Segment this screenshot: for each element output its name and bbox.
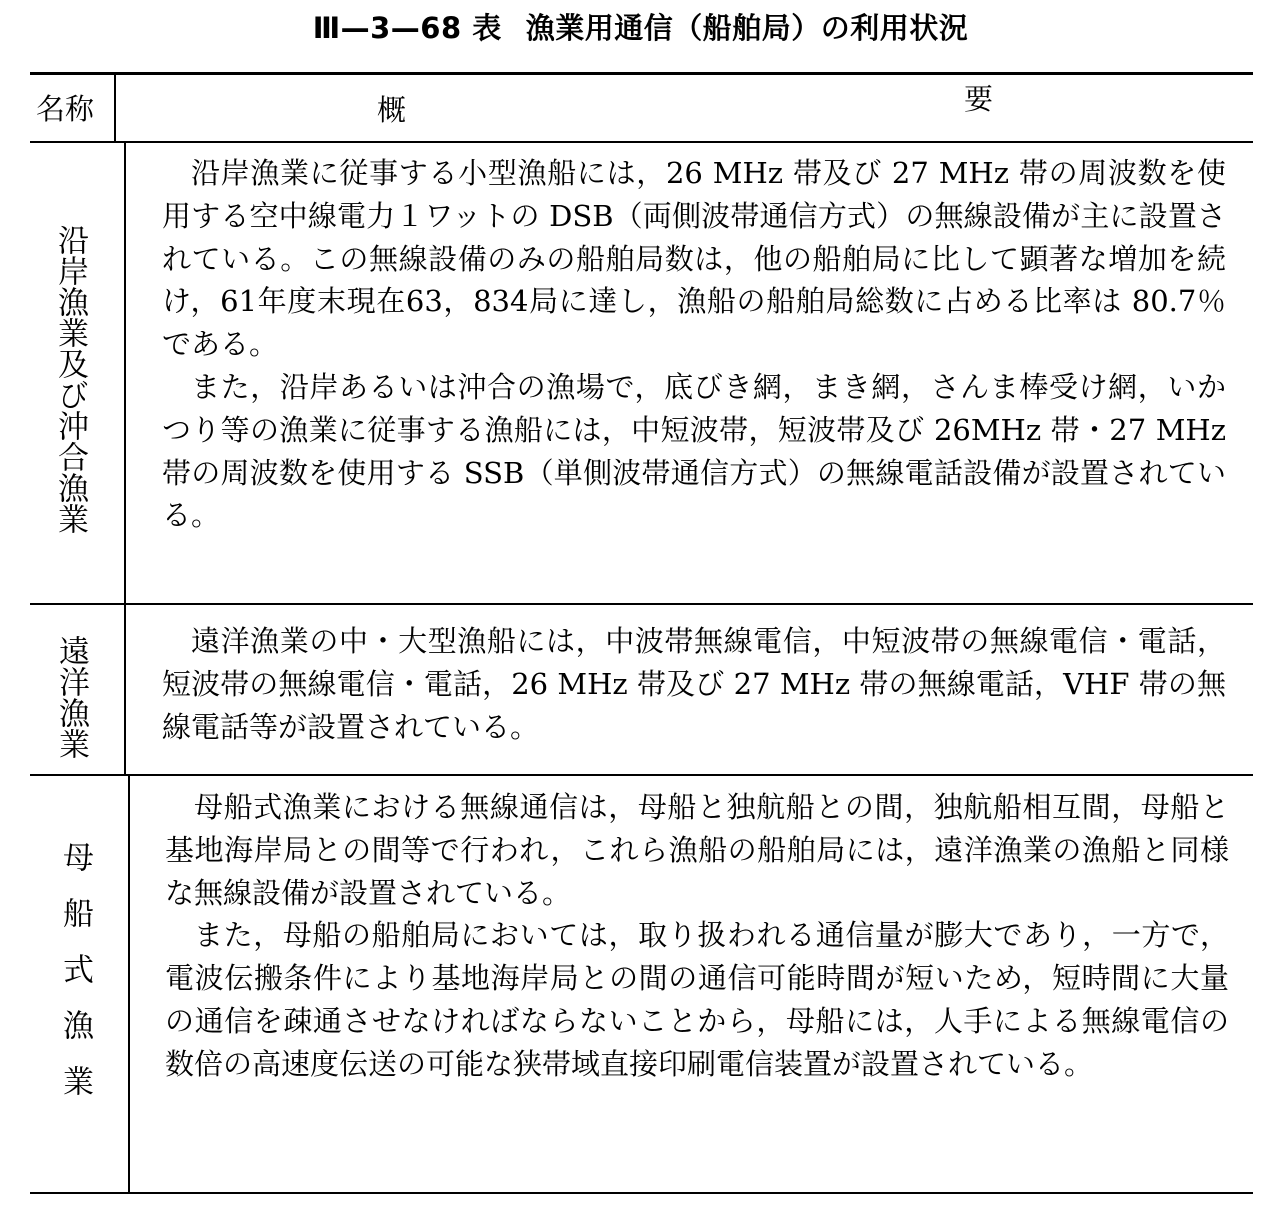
header-column-divider — [114, 74, 116, 142]
header-summary-1: 概 — [377, 93, 407, 127]
row-body-coastal-offshore — [162, 152, 1226, 537]
header-name: 名称 — [36, 92, 95, 126]
table-top-rule — [30, 72, 1253, 75]
paragraph: 沿岸漁業に従事する小型漁船には，26 MHz 帯及び 27 MHz 帯の周波数を使用する空中線電力１ワットの DSB（両側波帯通信方式）の無線設備が主に設置されている。この無線設備のみの船舶局数は，他の船舶局に比して顕著な増加を続け，61年度末現在63，834局に達し，漁船の船舶局総数に占める比率は 80.7％である。 — [162, 156, 1226, 362]
row2-column-divider — [124, 605, 126, 775]
row-name-mothership: 母船式漁業 — [57, 841, 93, 1121]
row-name-coastal-offshore: 沿岸漁業及び沖合漁業 — [52, 224, 88, 534]
row-divider-2 — [30, 774, 1253, 776]
row3-column-divider — [128, 776, 130, 1193]
row-body-distant-water — [162, 620, 1226, 748]
row1-column-divider — [124, 143, 126, 604]
header-bottom-rule — [30, 141, 1253, 143]
paragraph: 母船式漁業における無線通信は，母船と独航船との間，独航船相互間，母船と基地海岸局との間等で行われ，これら漁船の船舶局には，遠洋漁業の漁船と同様な無線設備が設置されている。 — [165, 790, 1229, 910]
row-name-distant-water: 遠洋漁業 — [53, 635, 89, 759]
table-number: Ⅲ—3—68 表 — [312, 11, 502, 45]
row-divider-1 — [30, 603, 1253, 605]
paragraph: また，母船の船舶局においては，取り扱われる通信量が膨大であり，一方で，電波伝搬条件により基地海岸局との間の通信可能時間が短いため，短時間に大量の通信を疎通させなければならないことから，母船には，人手による無線電信の数倍の高速度伝送の可能な狭帯域直接印刷電信装置が設置されている。 — [165, 918, 1229, 1081]
table-title — [0, 6, 1281, 50]
header-summary-2: 要 — [964, 82, 994, 116]
paragraph: 遠洋漁業の中・大型漁船には，中波帯無線電信，中短波帯の無線電信・電話，短波帯の無線電信・電話，26 MHz 帯及び 27 MHz 帯の無線電話，VHF 帯の無線電話等が設置されている。 — [162, 624, 1226, 744]
row-body-mothership — [165, 786, 1229, 1086]
paragraph: また，沿岸あるいは沖合の漁場で，底びき網，まき網，さんま棒受け網，いかつり等の漁業に従事する漁船には，中短波帯，短波帯及び 26MHz 帯・27 MHz 帯の周波数を使用する SSB（単側波帯通信方式）の無線電話設備が設置されている。 — [162, 369, 1226, 533]
table-bottom-rule — [30, 1192, 1253, 1194]
table-caption: 漁業用通信（船舶局）の利用状況 — [525, 11, 969, 45]
